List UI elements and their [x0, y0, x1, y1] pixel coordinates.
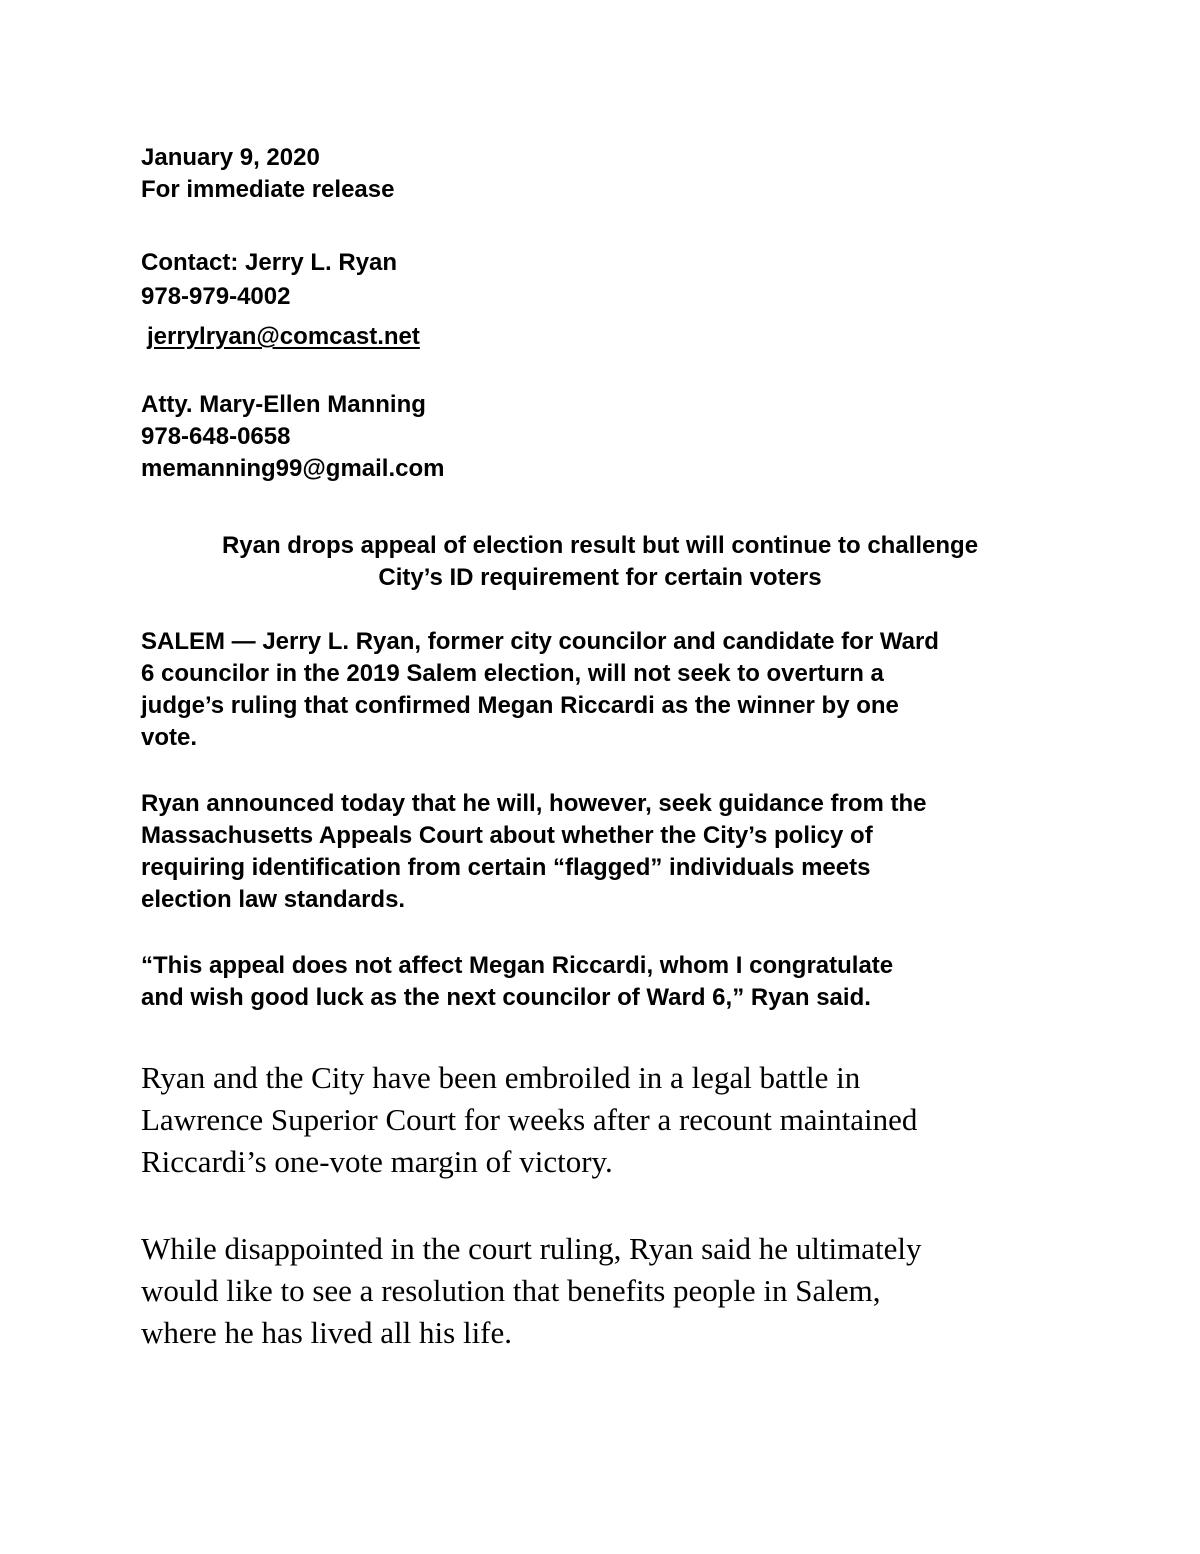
para4-line: Riccardi’s one-vote margin of victory.: [141, 1144, 613, 1179]
contact-name-manning: Atty. Mary-Ellen Manning: [141, 391, 426, 418]
para2-line: Massachusetts Appeals Court about whether the City’s policy of: [141, 822, 873, 849]
para1-line: vote.: [141, 724, 198, 751]
quote-line: and wish good luck as the next councilor of Ward 6,” Ryan said.: [141, 984, 871, 1011]
release-notice: For immediate release: [141, 176, 395, 203]
release-date: January 9, 2020: [141, 144, 320, 171]
para5-line: While disappointed in the court ruling, Ryan said he ultimately: [141, 1231, 922, 1266]
para1-line: 6 councilor in the 2019 Salem election, will not seek to overturn a: [141, 660, 884, 687]
para1-line: judge’s ruling that confirmed Megan Riccardi as the winner by one: [141, 692, 899, 719]
headline-line-1: Ryan drops appeal of election result but will continue to challenge: [221, 532, 979, 559]
contact-name-ryan: Contact: Jerry L. Ryan: [141, 249, 398, 276]
para4-line: Ryan and the City have been embroiled in a legal battle in: [141, 1060, 861, 1095]
para1-line: SALEM — Jerry L. Ryan, former city councilor and candidate for Ward: [141, 628, 939, 655]
contact-email-link-ryan[interactable]: jerrylryan@comcast.net: [147, 323, 420, 350]
para5-line: where he has lived all his life.: [141, 1315, 513, 1350]
para2-line: election law standards.: [141, 886, 406, 913]
para4-line: Lawrence Superior Court for weeks after a recount maintained: [141, 1102, 918, 1137]
para2-line: Ryan announced today that he will, however, seek guidance from the: [141, 790, 927, 817]
contact-phone-manning: 978-648-0658: [141, 423, 291, 450]
quote-line: “This appeal does not affect Megan Riccardi, whom I congratulate: [141, 952, 894, 979]
contact-phone-ryan: 978-979-4002: [141, 283, 291, 310]
headline-line-2: City’s ID requirement for certain voters: [378, 564, 822, 591]
contact-email-manning: memanning99@gmail.com: [141, 455, 445, 482]
para5-line: would like to see a resolution that benefits people in Salem,: [141, 1273, 881, 1308]
para2-line: requiring identification from certain “flagged” individuals meets: [141, 854, 871, 881]
